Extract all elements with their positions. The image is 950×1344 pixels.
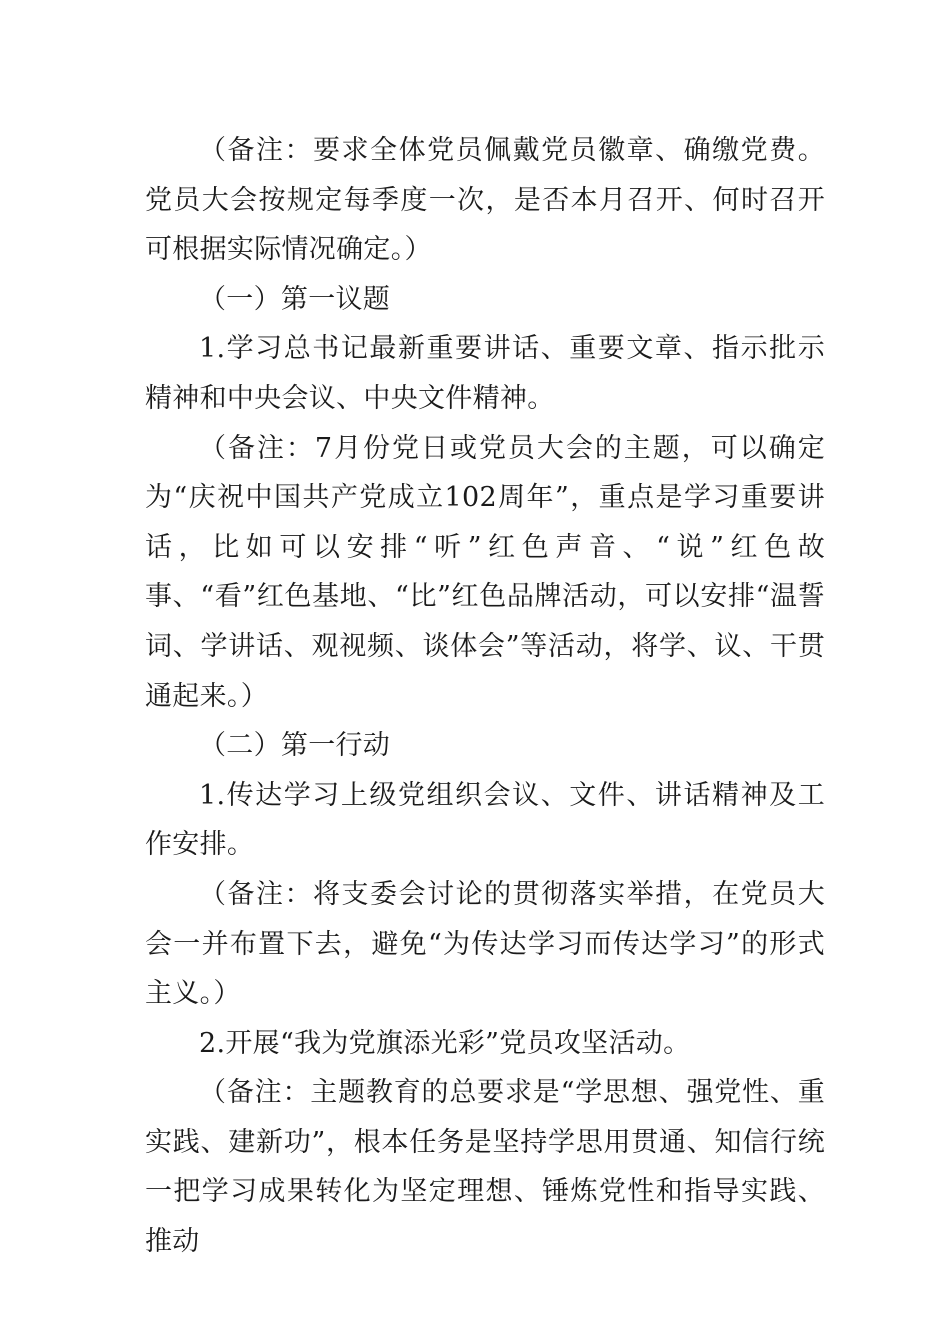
item-study-speeches: 1.学习总书记最新重要讲话、重要文章、指示批示精神和中央会议、中央文件精神。 <box>145 333 825 414</box>
section-heading-first-action: （二）第一行动 <box>199 730 391 762</box>
document-body <box>145 126 825 1267</box>
note-paragraph-avoid-formalism: （备注：将支委会讨论的贯彻落实举措，在党员大会一并布置下去，避免“为传达学习而传达学习”的形式主义。） <box>145 878 825 1010</box>
item-party-flag-activity: 2.开展“我为党旗添光彩”党员攻坚活动。 <box>199 1027 691 1059</box>
note-paragraph-july-theme: （备注：7月份党日或党员大会的主题，可以确定为“庆祝中国共产党成立102周年”，重点是学习重要讲话，比如可以安排“听”红色声音、“说”红色故事、“看”红色基地、“比”红色品牌活动，可以安排“温誓词、学讲话、观视频、谈体会”等活动，将学、议、干贯通起来。） <box>145 432 825 712</box>
note-paragraph-party-meeting: （备注：要求全体党员佩戴党员徽章、确缴党费。党员大会按规定每季度一次，是否本月召开、何时召开可根据实际情况确定。） <box>145 135 825 266</box>
item-convey-superior-spirit: 1.传达学习上级党组织会议、文件、讲话精神及工作安排。 <box>145 779 825 861</box>
note-paragraph-theme-education: （备注：主题教育的总要求是“学思想、强党性、重实践、建新功”，根本任务是坚持学思用贯通、知信行统一把学习成果转化为坚定理想、锤炼党性和指导实践、推动 <box>145 1077 825 1258</box>
section-heading-first-topic: （一）第一议题 <box>199 283 391 315</box>
